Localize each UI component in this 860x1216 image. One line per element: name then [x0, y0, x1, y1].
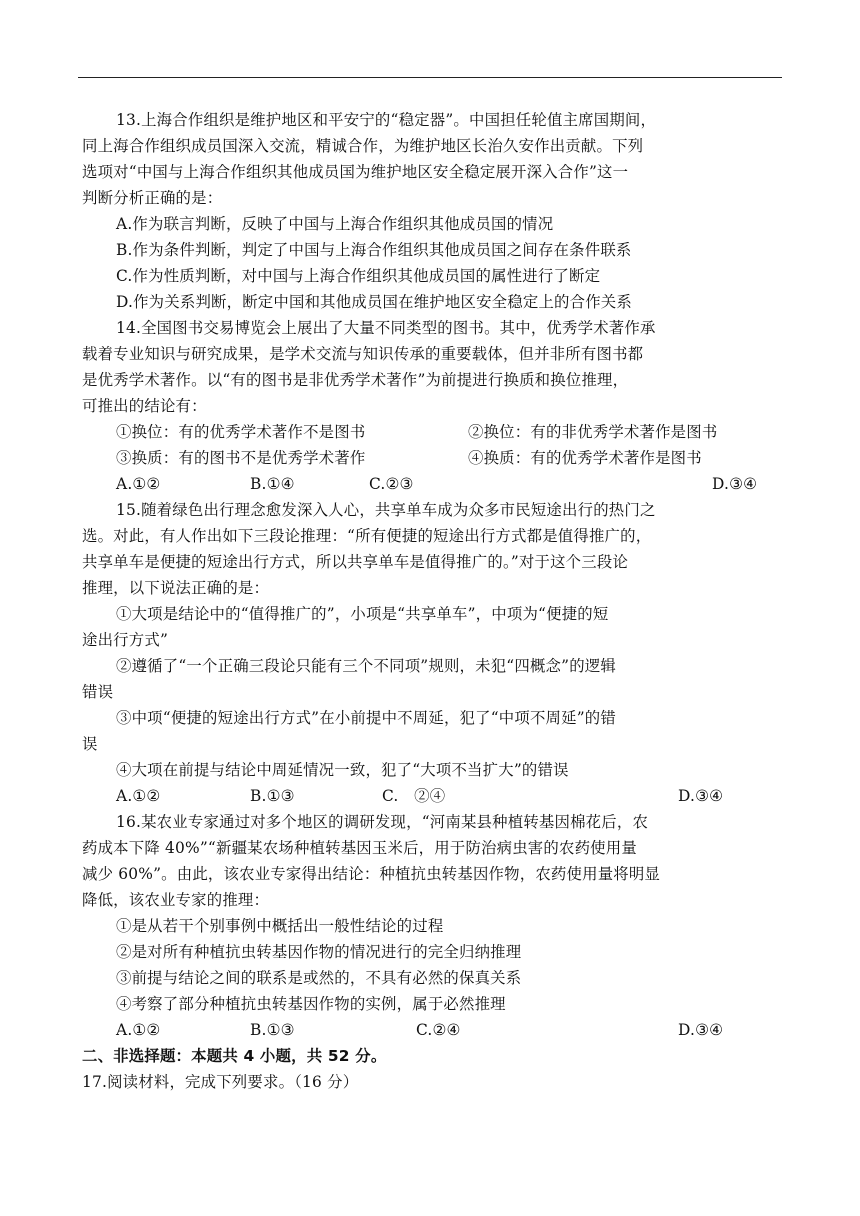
q13-line-2: 同上海合作组织成员国深入交流，精诚合作，为维护地区长治久安作出贡献。下列 — [82, 137, 644, 155]
q15-item-4: ④大项在前提与结论中周延情况一致，犯了“大项不当扩大”的错误 — [116, 761, 569, 779]
q16-item-1: ①是从若干个别事例中概括出一般性结论的过程 — [116, 917, 444, 935]
q16-line-3: 减少 60%”。由此，该农业专家得出结论：种植抗虫转基因作物，农药使用量将明显 — [82, 865, 661, 883]
q14-choice-b: B.①④ — [250, 475, 295, 493]
q13-option-a: A.作为联言判断，反映了中国与上海合作组织其他成员国的情况 — [116, 215, 554, 233]
q15-line-4: 推理，以下说法正确的是： — [82, 579, 270, 597]
q13-option-d: D.作为关系判断，断定中国和其他成员国在维护地区安全稳定上的合作关系 — [116, 293, 632, 311]
q16-choice-c: C.②④ — [416, 1021, 461, 1039]
q13-option-b: B.作为条件判断，判定了中国与上海合作组织其他成员国之间存在条件联系 — [116, 241, 632, 259]
q16-item-4: ④考察了部分种植抗虫转基因作物的实例，属于必然推理 — [116, 995, 506, 1013]
q16-line-2: 药成本下降 40%”“新疆某农场种植转基因玉米后，用于防治病虫害的农药使用量 — [82, 839, 637, 857]
q15-item-1-line-1: ①大项是结论中的“值得推广的”，小项是“共享单车”，中项为“便捷的短 — [116, 605, 609, 623]
q16-line-1: 16.某农业专家通过对多个地区的调研发现，“河南某县种植转基因棉花后，农 — [116, 813, 649, 831]
q16-line-4: 降低，该农业专家的推理： — [82, 891, 270, 909]
q15-item-3-line-1: ③中项“便捷的短途出行方式”在小前提中不周延，犯了“中项不周延”的错 — [116, 709, 616, 727]
q13-line-1: 13.上海合作组织是维护地区和平安宁的“稳定器”。中国担任轮值主席国期间， — [116, 111, 657, 129]
q15-item-2-line-2: 错误 — [82, 683, 114, 701]
q14-line-2: 载着专业知识与研究成果，是学术交流与知识传承的重要载体，但并非所有图书都 — [82, 345, 644, 363]
q15-item-2-line-1: ②遵循了“一个正确三段论只能有三个不同项”规则，未犯“四概念”的逻辑 — [116, 657, 616, 675]
q15-choice-d: D.③④ — [678, 787, 724, 805]
q16-choice-d: D.③④ — [678, 1021, 724, 1039]
q13-option-c: C.作为性质判断，对中国与上海合作组织其他成员国的属性进行了断定 — [116, 267, 601, 285]
q15-choice-a: A.①② — [116, 787, 161, 805]
q15-line-1: 15.随着绿色出行理念愈发深入人心，共享单车成为众多市民短途出行的热门之 — [116, 501, 656, 519]
question-17-prompt: 17.阅读材料，完成下列要求。（16 分） — [82, 1073, 359, 1091]
q15-line-2: 选。对此，有人作出如下三段论推理：“所有便捷的短途出行方式都是值得推广的， — [82, 527, 652, 545]
q15-choice-c: C. ②④ — [382, 787, 446, 805]
q14-choice-d: D.③④ — [712, 475, 758, 493]
q15-line-3: 共享单车是便捷的短途出行方式，所以共享单车是值得推广的。”对于这个三段论 — [82, 553, 629, 571]
section-2-heading: 二、非选择题：本题共 4 小题，共 52 分。 — [82, 1047, 387, 1065]
q14-choice-c: C.②③ — [369, 475, 414, 493]
q16-choice-a: A.①② — [116, 1021, 161, 1039]
q15-item-1-line-2: 途出行方式” — [82, 631, 169, 649]
header-rule — [78, 77, 782, 78]
q14-item-4: ④换质：有的优秀学术著作是图书 — [468, 449, 702, 467]
q14-item-3: ③换质：有的图书不是优秀学术著作 — [116, 449, 366, 467]
q16-item-2: ②是对所有种植抗虫转基因作物的情况进行的完全归纳推理 — [116, 943, 522, 961]
q15-item-3-line-2: 误 — [82, 735, 98, 753]
q14-line-1: 14.全国图书交易博览会上展出了大量不同类型的图书。其中，优秀学术著作承 — [116, 319, 656, 337]
q14-item-2: ②换位：有的非优秀学术著作是图书 — [468, 423, 718, 441]
q14-item-1: ①换位：有的优秀学术著作不是图书 — [116, 423, 366, 441]
q16-item-3: ③前提与结论之间的联系是或然的，不具有必然的保真关系 — [116, 969, 522, 987]
q16-choice-b: B.①③ — [250, 1021, 295, 1039]
q14-line-3: 是优秀学术著作。以“有的图书是非优秀学术著作”为前提进行换质和换位推理， — [82, 371, 629, 389]
q15-choice-b: B.①③ — [250, 787, 295, 805]
q13-line-3: 选项对“中国与上海合作组织其他成员国为维护地区安全稳定展开深入合作”这一 — [82, 163, 629, 181]
q14-line-4: 可推出的结论有： — [82, 397, 207, 415]
q13-line-4: 判断分析正确的是： — [82, 189, 223, 207]
q14-choice-a: A.①② — [116, 475, 161, 493]
